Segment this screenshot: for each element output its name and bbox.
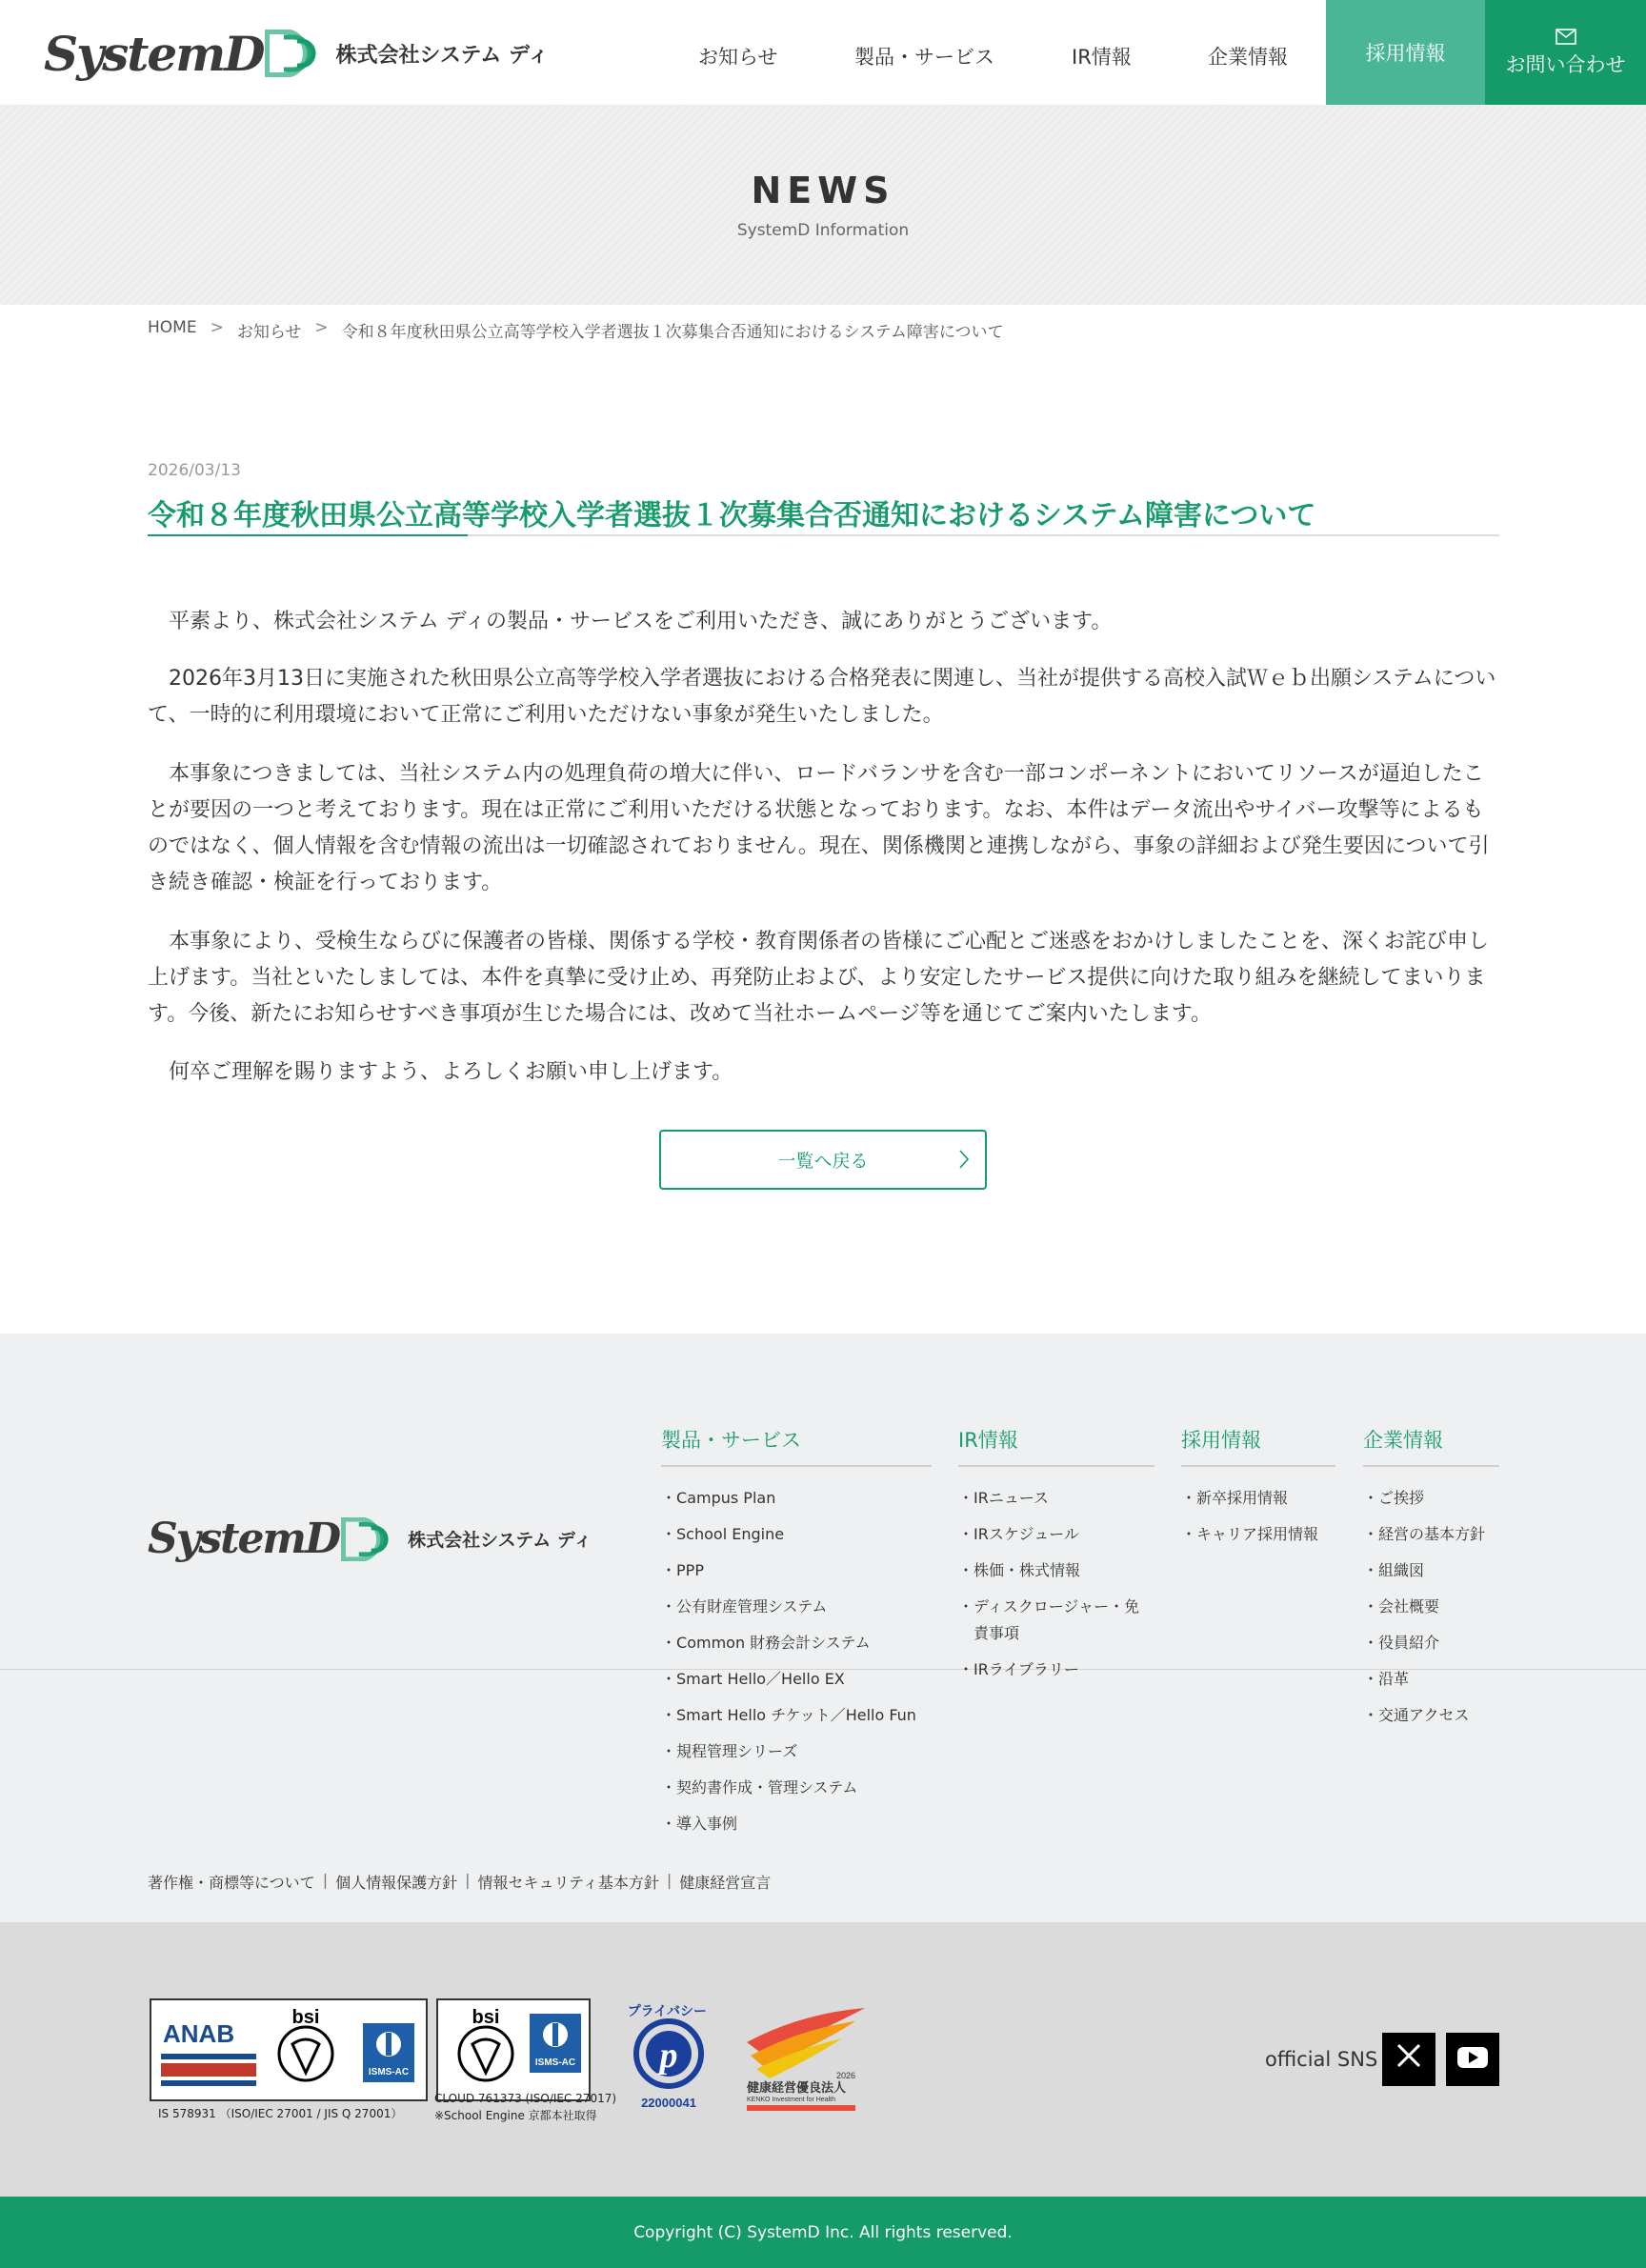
youtube-link[interactable]: [1446, 2033, 1499, 2086]
footer-policy-link[interactable]: 個人情報保護方針: [335, 1874, 458, 1892]
back-to-list-button[interactable]: [659, 1130, 987, 1190]
isms-ac-logo: ISMS-AC: [534, 2057, 576, 2068]
privacy-mark-label: プライバシー: [627, 2003, 707, 2018]
site-logo[interactable]: [44, 23, 549, 84]
kenko-subtitle: KENKO Investment for Health: [747, 2097, 835, 2103]
footer-logo-d-icon: [341, 1517, 394, 1561]
footer-link[interactable]: ・会社概要: [1363, 1597, 1440, 1616]
privacy-mark-number: 22000041: [641, 2096, 696, 2110]
mail-icon: [1556, 27, 1576, 50]
site-header: [0, 0, 1646, 105]
back-to-list-label: 一覧へ戻る: [777, 1151, 869, 1172]
footer-col-title: 製品・サービス: [661, 1425, 932, 1467]
footer-col-title: 企業情報: [1363, 1425, 1499, 1467]
anab-logo: ANAB: [163, 2019, 235, 2048]
footer-link[interactable]: ・Campus Plan: [661, 1489, 776, 1507]
footer-link[interactable]: ・ディスクロージャー・免責事項: [958, 1597, 1140, 1642]
copyright-text: Copyright (C) SystemD Inc. All rights reserved.: [633, 2222, 1013, 2242]
footer-col-company: [1363, 1425, 1499, 1734]
footer-link[interactable]: ・ご挨拶: [1363, 1489, 1425, 1507]
cert-logos: [438, 2000, 589, 2099]
footer-link[interactable]: ・沿革: [1363, 1670, 1410, 1688]
footer-col-products: [661, 1425, 932, 1842]
footer-link[interactable]: ・Common 財務会計システム: [661, 1634, 871, 1652]
article-paragraph: 本事象により、受検生ならびに保護者の皆様、関係する学校・教育関係者の皆様にご心配とご迷惑をおかけしましたことを、深くお詫び申し上げます。当社といたしましては、本件を真摯に受け止め、再発防止および、より安定したサービス提供に向けた取り組みを継続してまいります。今後、新たにお知らせすべき事項が生じた場合には、改めて当社ホームページ等を通じてご案内いたします。: [148, 930, 1490, 1026]
page-title: NEWS: [751, 170, 895, 211]
title-divider-accent: [148, 534, 468, 536]
article-date: 2026/03/13: [148, 461, 241, 480]
x-icon: [1395, 2042, 1422, 2077]
footer-col-ir: [958, 1425, 1154, 1688]
logo-d-icon: [265, 30, 322, 77]
breadcrumb: [148, 318, 1004, 342]
privacy-mark-icon: [617, 2000, 722, 2117]
page-hero: [0, 105, 1646, 305]
footer-logo-company-name: 株式会社システム ディ: [408, 1530, 592, 1551]
footer-link[interactable]: ・組織図: [1363, 1561, 1425, 1579]
youtube-icon: [1456, 2043, 1489, 2077]
footer-col-title: IR情報: [958, 1425, 1154, 1467]
kenko-keiei-icon: [743, 2004, 871, 2115]
logo-wordmark: SystemD: [44, 25, 264, 82]
cert-badge-iso27017: [436, 1998, 591, 2101]
cert-logos: [151, 2000, 426, 2099]
footer-link[interactable]: ・IRスケジュール: [958, 1525, 1079, 1543]
nav-contact-label: お問い合わせ: [1505, 53, 1626, 76]
copyright-bar: [0, 2197, 1646, 2268]
bsi-logo: bsi: [291, 2007, 320, 2028]
article-paragraph: 本事象につきましては、当社システム内の処理負荷の増大に伴い、ロードバランサを含む一部コンポーネントにおいてリソースが逼迫したことが要因の一つと考えております。現在は正常にご利用いただける状態となっております。なお、本件はデータ流出やサイバー攻撃等によるものではなく、個人情報を含む情報の流出は一切確認されておりません。現在、関係機関と連携しながら、事象の詳細および発生要因について引き続き確認・検証を行っております。: [148, 762, 1490, 894]
breadcrumb-news[interactable]: お知らせ: [236, 323, 302, 342]
footer-link[interactable]: ・IRライブラリー: [958, 1660, 1079, 1678]
article-title: 令和８年度秋田県公立高等学校入学者選抜１次募集合否通知におけるシステム障害について: [148, 499, 1316, 532]
breadcrumb-separator: >: [210, 318, 224, 337]
privacy-mark-badge: [617, 2000, 722, 2117]
logo-company-name: 株式会社システム ディ: [335, 43, 550, 68]
nav-ir[interactable]: IR情報: [1072, 46, 1132, 69]
breadcrumb-home[interactable]: HOME: [148, 318, 197, 337]
isms-ac-logo: ISMS-AC: [368, 2067, 410, 2077]
footer-link[interactable]: ・Smart Hello／Hello EX: [661, 1670, 845, 1688]
article-paragraph: 2026年3月13日に実施された秋田県公立高等学校入学者選抜における合格発表に関連し、当社が提供する高校入試Ｗｅｂ出願システムについて、一時的に利用環境において正常にご利用いただけない事象が発生いたしました。: [148, 667, 1496, 727]
kenko-year: 2026: [835, 2071, 855, 2080]
footer-link[interactable]: ・School Engine: [661, 1525, 785, 1543]
footer-link[interactable]: ・公有財産管理システム: [661, 1597, 828, 1616]
cert-badge-iso27001: [150, 1998, 428, 2101]
footer-policy-link[interactable]: 著作権・商標等について: [148, 1874, 315, 1892]
footer-link[interactable]: ・株価・株式情報: [958, 1561, 1081, 1579]
chevron-right-icon: [958, 1147, 970, 1177]
footer-link[interactable]: ・新卒採用情報: [1181, 1489, 1289, 1507]
footer-logo[interactable]: [148, 1515, 592, 1563]
nav-recruit-label: 採用情報: [1365, 42, 1446, 65]
bsi-logo: bsi: [472, 2007, 500, 2028]
link-divider: |: [322, 1871, 329, 1889]
footer-link[interactable]: ・IRニュース: [958, 1489, 1050, 1507]
footer-link[interactable]: ・交通アクセス: [1363, 1706, 1470, 1724]
cert-caption: CLOUD 761373 (ISO/IEC 27017): [434, 2092, 617, 2105]
nav-recruit-button[interactable]: [1326, 0, 1485, 105]
footer-link[interactable]: ・導入事例: [661, 1815, 738, 1833]
footer-policy-link[interactable]: 情報セキュリティ基本方針: [477, 1874, 659, 1892]
breadcrumb-current: 令和８年度秋田県公立高等学校入学者選抜１次募集合否通知におけるシステム障害について: [341, 323, 1004, 342]
cert-caption: ※School Engine 京都本社取得: [434, 2109, 597, 2122]
kenko-keiei-badge: [743, 2004, 871, 2115]
link-divider: |: [666, 1871, 672, 1889]
footer-link[interactable]: ・PPP: [661, 1561, 704, 1579]
article-paragraph: 何卒ご理解を賜りますよう、よろしくお願い申し上げます。: [169, 1060, 733, 1084]
footer-link[interactable]: ・キャリア採用情報: [1181, 1525, 1319, 1543]
nav-news[interactable]: お知らせ: [698, 46, 778, 69]
kenko-title: 健康経営優良法人: [747, 2080, 847, 2095]
x-link[interactable]: [1382, 2033, 1435, 2086]
footer-link[interactable]: ・役員紹介: [1363, 1634, 1440, 1652]
footer-policy-links: [148, 1871, 771, 1893]
breadcrumb-separator: >: [314, 318, 329, 337]
footer-policy-link[interactable]: 健康経営宣言: [679, 1874, 772, 1892]
footer-link[interactable]: ・経営の基本方針: [1363, 1525, 1486, 1543]
link-divider: |: [465, 1871, 471, 1889]
footer-logo-wordmark: SystemD: [148, 1515, 340, 1563]
footer-link[interactable]: ・Smart Hello チケット／Hello Fun: [661, 1706, 916, 1724]
cert-caption: IS 578931 （ISO/IEC 27001 / JIS Q 27001）: [158, 2107, 403, 2120]
page-subtitle: SystemD Information: [736, 221, 910, 240]
article-paragraph: 平素より、株式会社システム ディの製品・サービスをご利用いただき、誠にありがとうございます。: [169, 610, 1113, 633]
footer-link[interactable]: ・契約書作成・管理システム: [661, 1778, 858, 1796]
nav-products[interactable]: 製品・サービス: [854, 46, 994, 69]
svg-text:p: p: [659, 2036, 678, 2076]
footer-link[interactable]: ・規程管理シリーズ: [661, 1742, 798, 1760]
footer-col-title: 採用情報: [1181, 1425, 1335, 1467]
footer-col-recruit: [1181, 1425, 1335, 1553]
official-sns-label: official SNS: [1265, 2048, 1378, 2071]
nav-company[interactable]: 企業情報: [1208, 46, 1288, 69]
nav-contact-button[interactable]: [1485, 0, 1646, 105]
